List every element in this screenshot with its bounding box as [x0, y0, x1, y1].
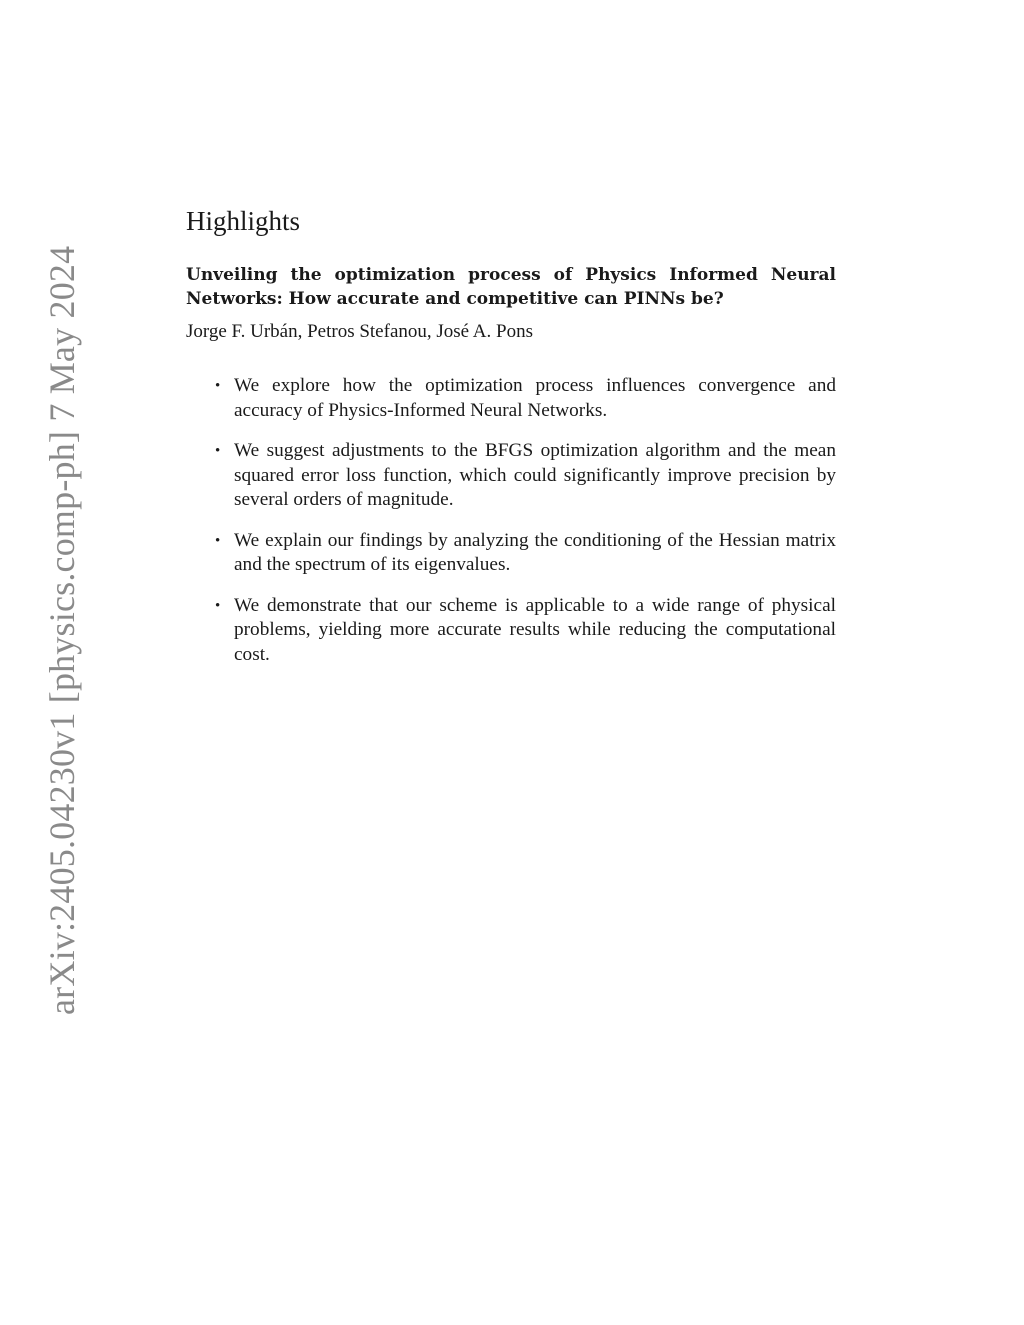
paper-authors: Jorge F. Urbán, Petros Stefanou, José A. Pons: [186, 321, 533, 343]
arxiv-identifier-stamp: arXiv:2405.04230v1 [physics.comp-ph] 7 May 2024: [42, 245, 82, 1015]
highlights-list: [186, 374, 836, 667]
paper-title: Unveiling the optimization process of Physics Informed Neural Networks: How accurate and competitive can PINNs be?: [186, 265, 836, 310]
highlight-item: [215, 529, 836, 578]
highlights-page: [186, 205, 836, 683]
highlight-text: We suggest adjustments to the BFGS optimization algorithm and the mean squared error loss function, which could significantly improve precision by several orders of magnitude.: [234, 440, 836, 511]
highlight-item: [215, 374, 836, 423]
section-heading: Highlights: [186, 206, 301, 236]
bullet-icon: •: [215, 532, 221, 549]
highlight-item: [215, 594, 836, 668]
highlight-item: [215, 439, 836, 513]
bullet-icon: •: [215, 443, 221, 460]
highlight-text: We explain our findings by analyzing the conditioning of the Hessian matrix and the spectrum of its eigenvalues.: [234, 529, 836, 576]
bullet-icon: •: [215, 597, 221, 614]
highlight-text: We demonstrate that our scheme is applicable to a wide range of physical problems, yielding more accurate results while reducing the computational cost.: [234, 594, 836, 665]
highlight-text: We explore how the optimization process influences convergence and accuracy of Physics-Informed Neural Networks.: [234, 375, 836, 421]
bullet-icon: •: [215, 378, 221, 395]
